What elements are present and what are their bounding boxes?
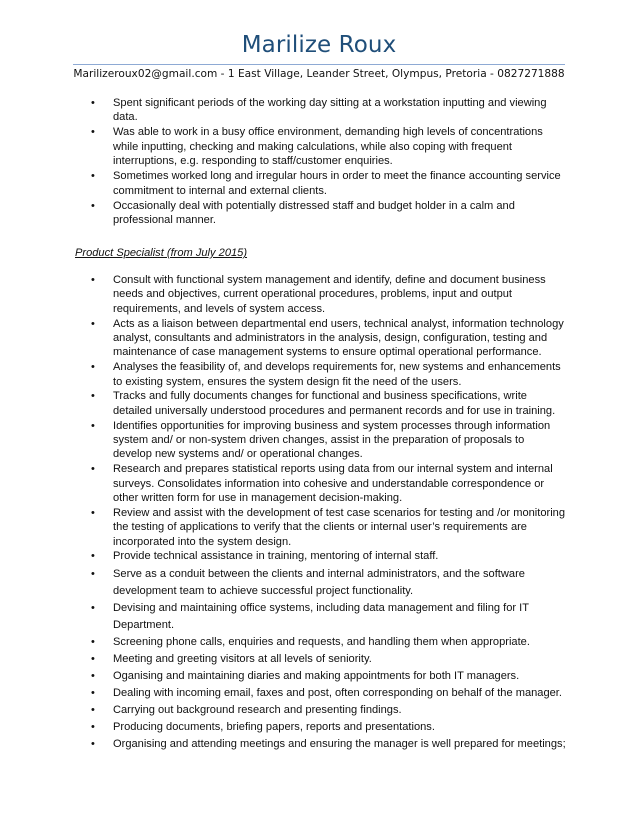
list-item: • Producing documents, briefing papers, reports and presentations. xyxy=(91,719,566,736)
list-item: • Provide technical assistance in training, mentoring of internal staff. xyxy=(91,549,566,563)
list-item: • Review and assist with the development of test case scenarios for testing and /or monitoring the testing of applications to verify that the clients or internal user’s requirements are incorporated into the system design. xyxy=(91,506,566,549)
section-heading-product-specialist: Product Specialist (from July 2015) xyxy=(75,247,248,259)
list-item: • Identifies opportunities for improving business and system processes through information system and/ or non-system driven changes, assist in the preparation of proposals to develop new systems and/ or operational changes. xyxy=(91,419,566,462)
list-item: • Screening phone calls, enquiries and requests, and handling them when appropriate. xyxy=(91,634,566,651)
product-specialist-duties xyxy=(91,273,566,753)
previous-role-duties xyxy=(91,96,566,228)
header-divider xyxy=(73,64,565,65)
list-item: • Devising and maintaining office systems, including data management and filing for IT Department. xyxy=(91,600,566,634)
list-item: • Consult with functional system management and identify, define and document business needs and objectives, current operational procedures, problems, input and output requirements, and levels of system access. xyxy=(91,273,566,316)
list-item: • Occasionally deal with potentially distressed staff and budget holder in a calm and professional manner. xyxy=(91,199,566,228)
list-item: • Spent significant periods of the working day sitting at a workstation inputting and viewing data. xyxy=(91,96,566,125)
list-item: • Serve as a conduit between the clients and internal administrators, and the software development team to achieve successful project functionality. xyxy=(91,566,566,600)
list-item: • Oganising and maintaining diaries and making appointments for both IT managers. xyxy=(91,668,566,685)
list-item: • Tracks and fully documents changes for functional and business specifications, write detailed universally understood procedures and permanent records and for use in training. xyxy=(91,389,566,418)
list-item: • Acts as a liaison between departmental end users, technical analyst, information technology analyst, consultants and administrators in the analysis, design, configuration, testing and maintenance of case management systems to ensure optimal operational performance. xyxy=(91,317,566,360)
list-item: • Was able to work in a busy office environment, demanding high levels of concentrations while inputting, checking and making calculations, while also coping with frequent interruptions, e.g. responding to staff/customer enquiries. xyxy=(91,125,566,168)
resume-header xyxy=(0,30,638,60)
list-item: • Carrying out background research and presenting findings. xyxy=(91,702,566,719)
list-item: • Research and prepares statistical reports using data from our internal system and internal surveys. Consolidates information into cohesive and understandable correspondence or other written form for use in management decision-making. xyxy=(91,462,566,505)
list-item: • Organising and attending meetings and ensuring the manager is well prepared for meetings; xyxy=(91,736,566,753)
list-item: • Sometimes worked long and irregular hours in order to meet the finance accounting service commitment to internal and external clients. xyxy=(91,169,566,198)
candidate-name: Marilize Roux xyxy=(241,32,397,58)
list-item: • Meeting and greeting visitors at all levels of seniority. xyxy=(91,651,566,668)
list-item: • Dealing with incoming email, faxes and post, often corresponding on behalf of the manager. xyxy=(91,685,566,702)
contact-line: Marilizeroux02@gmail.com - 1 East Village, Leander Street, Olympus, Pretoria - 0827271888 xyxy=(73,68,565,80)
list-item: • Analyses the feasibility of, and develops requirements for, new systems and enhancements to existing system, ensures the system design fit the need of the users. xyxy=(91,360,566,389)
